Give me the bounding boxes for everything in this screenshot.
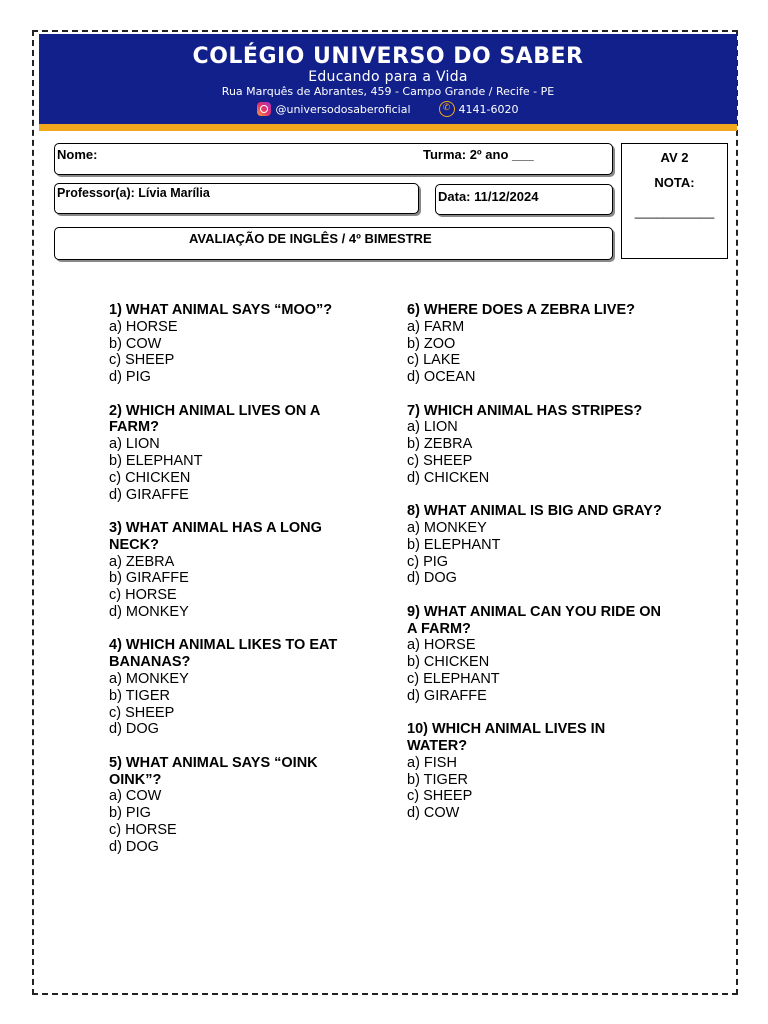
option-c: c) HORSE: [109, 587, 177, 604]
question-10: [407, 721, 667, 822]
option-d: d) DOG: [109, 838, 159, 855]
date-field-box: [435, 184, 613, 215]
question-title: 7) WHICH ANIMAL HAS STRIPES?: [407, 402, 643, 419]
question-title: 1) WHAT ANIMAL SAYS “MOO”?: [109, 302, 333, 318]
option-a: a) LION: [109, 436, 160, 453]
exam-title: AVALIAÇÃO DE INGLÊS / 4º BIMESTRE: [189, 231, 432, 246]
option-b: b) ELEPHANT: [109, 452, 203, 469]
class-label: Turma: 2º ano ___: [423, 147, 534, 162]
option-b: b) TIGER: [109, 687, 170, 704]
option-a: a) MONKEY: [407, 519, 487, 536]
instagram-contact: [257, 102, 410, 116]
option-c: c) PIG: [407, 553, 449, 570]
question-title: 2) WHICH ANIMAL LIVES ON A FARM?: [109, 402, 320, 436]
phone-icon: ✆: [439, 101, 455, 117]
option-a: a) HORSE: [407, 637, 476, 654]
question-4: [109, 637, 369, 738]
question-title: 4) WHICH ANIMAL LIKES TO EAT BANANAS?: [109, 637, 338, 671]
option-b: b) ZEBRA: [407, 436, 473, 453]
grade-label: NOTA:: [654, 175, 695, 190]
question-title: 3) WHAT ANIMAL HAS A LONG NECK?: [109, 519, 322, 553]
option-b: b) GIRAFFE: [109, 570, 189, 587]
date-label: Data: 11/12/2024: [438, 189, 539, 204]
option-d: d) OCEAN: [407, 369, 476, 386]
option-d: d) COW: [407, 805, 460, 822]
option-a: a) MONKEY: [109, 670, 189, 687]
question-title: 5) WHAT ANIMAL SAYS “OINK OINK”?: [109, 754, 318, 788]
instagram-icon: [257, 102, 271, 116]
option-a: a) HORSE: [109, 318, 178, 335]
banner-accent-strip: [39, 124, 737, 131]
phone-number: 4141-6020: [458, 102, 519, 116]
question-2: [109, 403, 369, 504]
option-c: c) SHEEP: [109, 704, 175, 721]
questions-column-right: [407, 302, 667, 822]
option-c: c) HORSE: [109, 821, 177, 838]
question-7: [407, 403, 667, 487]
instagram-handle: @universodosaberoficial: [275, 102, 411, 116]
question-5: [109, 755, 369, 856]
option-d: d) DOG: [109, 721, 159, 738]
option-c: c) CHICKEN: [109, 469, 191, 486]
school-contacts: [39, 101, 737, 117]
grading-box: [621, 143, 728, 259]
option-c: c) SHEEP: [407, 788, 473, 805]
teacher-label: Professor(a): Lívia Marília: [57, 186, 210, 200]
option-c: c) LAKE: [407, 352, 461, 369]
option-c: c) ELEPHANT: [407, 670, 500, 687]
questions-column-left: [109, 302, 369, 855]
option-a: a) LION: [407, 419, 458, 436]
exam-title-box: [54, 227, 613, 260]
option-c: c) SHEEP: [109, 352, 175, 369]
option-d: d) DOG: [407, 570, 457, 587]
option-b: b) ELEPHANT: [407, 536, 501, 553]
school-name: COLÉGIO UNIVERSO DO SABER: [192, 44, 584, 69]
grade-line: ___________: [634, 204, 715, 219]
av-label: AV 2: [660, 150, 689, 165]
option-c: c) SHEEP: [407, 452, 473, 469]
phone-contact: [439, 101, 519, 117]
option-d: d) GIRAFFE: [407, 687, 487, 704]
option-a: a) COW: [109, 788, 162, 805]
option-b: b) COW: [109, 335, 162, 352]
question-6: [407, 302, 667, 386]
option-a: a) FARM: [407, 318, 465, 335]
question-title: 8) WHAT ANIMAL IS BIG AND GRAY?: [407, 503, 662, 520]
school-address: Rua Marquês de Abrantes, 459 - Campo Grande / Recife - PE: [221, 85, 555, 98]
question-8: [407, 503, 667, 587]
question-1: [109, 302, 369, 386]
option-d: d) MONKEY: [109, 603, 189, 620]
name-label: Nome:: [57, 147, 98, 162]
option-d: d) PIG: [109, 369, 151, 386]
option-b: b) CHICKEN: [407, 654, 490, 671]
teacher-field-box: [54, 183, 419, 214]
option-d: d) GIRAFFE: [109, 486, 189, 503]
option-a: a) FISH: [407, 754, 457, 771]
question-9: [407, 604, 667, 705]
question-title: 9) WHAT ANIMAL CAN YOU RIDE ON A FARM?: [407, 603, 662, 637]
school-banner: [39, 34, 737, 124]
question-3: [109, 520, 369, 621]
question-title: 10) WHICH ANIMAL LIVES IN WATER?: [407, 721, 606, 754]
school-tagline: Educando para a Vida: [308, 69, 468, 85]
question-title: 6) WHERE DOES A ZEBRA LIVE?: [407, 302, 635, 318]
option-b: b) ZOO: [407, 335, 456, 352]
option-a: a) ZEBRA: [109, 553, 175, 570]
option-b: b) PIG: [109, 805, 151, 822]
option-d: d) CHICKEN: [407, 469, 490, 486]
name-field-box[interactable]: [54, 143, 613, 175]
option-b: b) TIGER: [407, 771, 468, 788]
